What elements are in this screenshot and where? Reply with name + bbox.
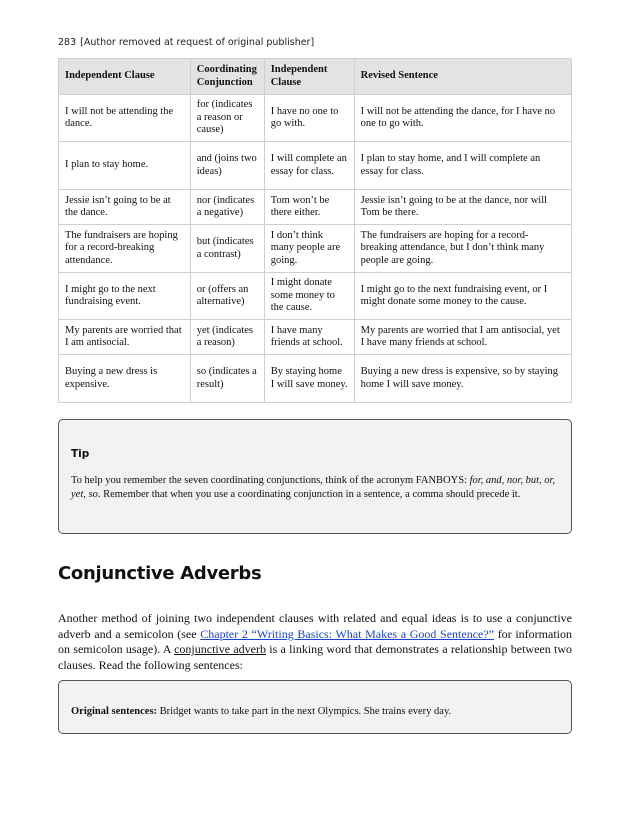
tip-text (71, 474, 559, 501)
author-note: [Author removed at request of original publisher] (80, 37, 315, 48)
table-cell: I will not be attending the dance, for I have no one to go with. (354, 95, 571, 142)
table-cell: nor (indicates a negative) (190, 190, 264, 225)
table-cell: I might donate some money to the cause. (264, 273, 354, 320)
original-sentences (71, 705, 559, 718)
table-cell: but (indicates a contrast) (190, 225, 264, 273)
table-cell: Jessie isn’t going to be at the dance. (59, 190, 191, 225)
chapter-2-link[interactable]: Chapter 2 “Writing Basics: What Makes a Good Sentence?” (200, 626, 495, 641)
table-row (59, 355, 572, 403)
original-sentences-text: Bridget wants to take part in the next Olympics. She trains every day. (157, 706, 452, 717)
table-row (59, 142, 572, 190)
tip-box (58, 419, 572, 534)
table-cell: I have no one to go with. (264, 95, 354, 142)
table-cell: I will not be attending the dance. (59, 95, 191, 142)
table-cell: I have many friends at school. (264, 320, 354, 355)
table-header-row (59, 59, 572, 95)
table-cell: and (joins two ideas) (190, 142, 264, 190)
table-cell: I plan to stay home, and I will complete an essay for class. (354, 142, 571, 190)
table-cell: I might go to the next fundraising event, or I might donate some money to the cause. (354, 273, 571, 320)
conjunction-table (58, 58, 572, 403)
tip-text-intro: To help you remember the seven coordinating conjunctions, think of the acronym FANBOYS: (71, 475, 470, 486)
header-coordinating-conjunction: Coordinating Conjunction (190, 59, 264, 95)
table-cell: The fundraisers are hoping for a record-breaking attendance. (59, 225, 191, 273)
table-cell: The fundraisers are hoping for a record-breaking attendance, but I don’t think many people are going. (354, 225, 571, 273)
conjunctive-adverb-term: conjunctive adverb (174, 642, 266, 656)
table-row (59, 225, 572, 273)
table-cell: My parents are worried that I am antisocial. (59, 320, 191, 355)
page-header (58, 37, 314, 48)
paragraph-text: for information on semicolon usage). A (58, 626, 572, 656)
original-sentences-box (58, 680, 572, 734)
table-row (59, 95, 572, 142)
table-cell: Buying a new dress is expensive. (59, 355, 191, 403)
table-cell: for (indicates a reason or cause) (190, 95, 264, 142)
tip-text-rest: . Remember that when you use a coordinating conjunction in a sentence, a comma should precede it. (97, 488, 521, 500)
page-number: 283 (58, 37, 77, 48)
table-cell: Buying a new dress is expensive, so by staying home I will save money. (354, 355, 571, 403)
header-independent-clause-2: Independent Clause (264, 59, 354, 95)
table-cell: so (indicates a result) (190, 355, 264, 403)
header-revised-sentence: Revised Sentence (354, 59, 571, 95)
table-cell: Jessie isn’t going to be at the dance, nor will Tom be there. (354, 190, 571, 225)
paragraph-text: Another method of joining two independent clauses with related and equal ideas is to use a conjunctive adverb and a semicolon (see (58, 611, 572, 641)
table-cell: I might go to the next fundraising event. (59, 273, 191, 320)
table-row (59, 273, 572, 320)
table-cell: yet (indicates a reason) (190, 320, 264, 355)
table-cell: Tom won’t be there either. (264, 190, 354, 225)
table-row (59, 190, 572, 225)
original-sentences-label: Original sentences: (71, 706, 158, 717)
paragraph-text: is a linking word that demonstrates a relationship between two clauses. Read the following sentences: (58, 642, 573, 672)
table-row (59, 320, 572, 355)
table-cell: By staying home I will save money. (264, 355, 354, 403)
section-title: Conjunctive Adverbs (58, 563, 262, 584)
fanboys-acronym: for, and, nor, but, or, yet, so (71, 475, 556, 500)
intro-paragraph (58, 611, 572, 673)
table-cell: I will complete an essay for class. (264, 142, 354, 190)
table-cell: My parents are worried that I am antisocial, yet I have many friends at school. (354, 320, 571, 355)
table-cell: or (offers an alternative) (190, 273, 264, 320)
table-cell: I don’t think many people are going. (264, 225, 354, 273)
tip-title: Tip (71, 448, 90, 460)
header-independent-clause-1: Independent Clause (59, 59, 191, 95)
table-cell: I plan to stay home. (59, 142, 191, 190)
